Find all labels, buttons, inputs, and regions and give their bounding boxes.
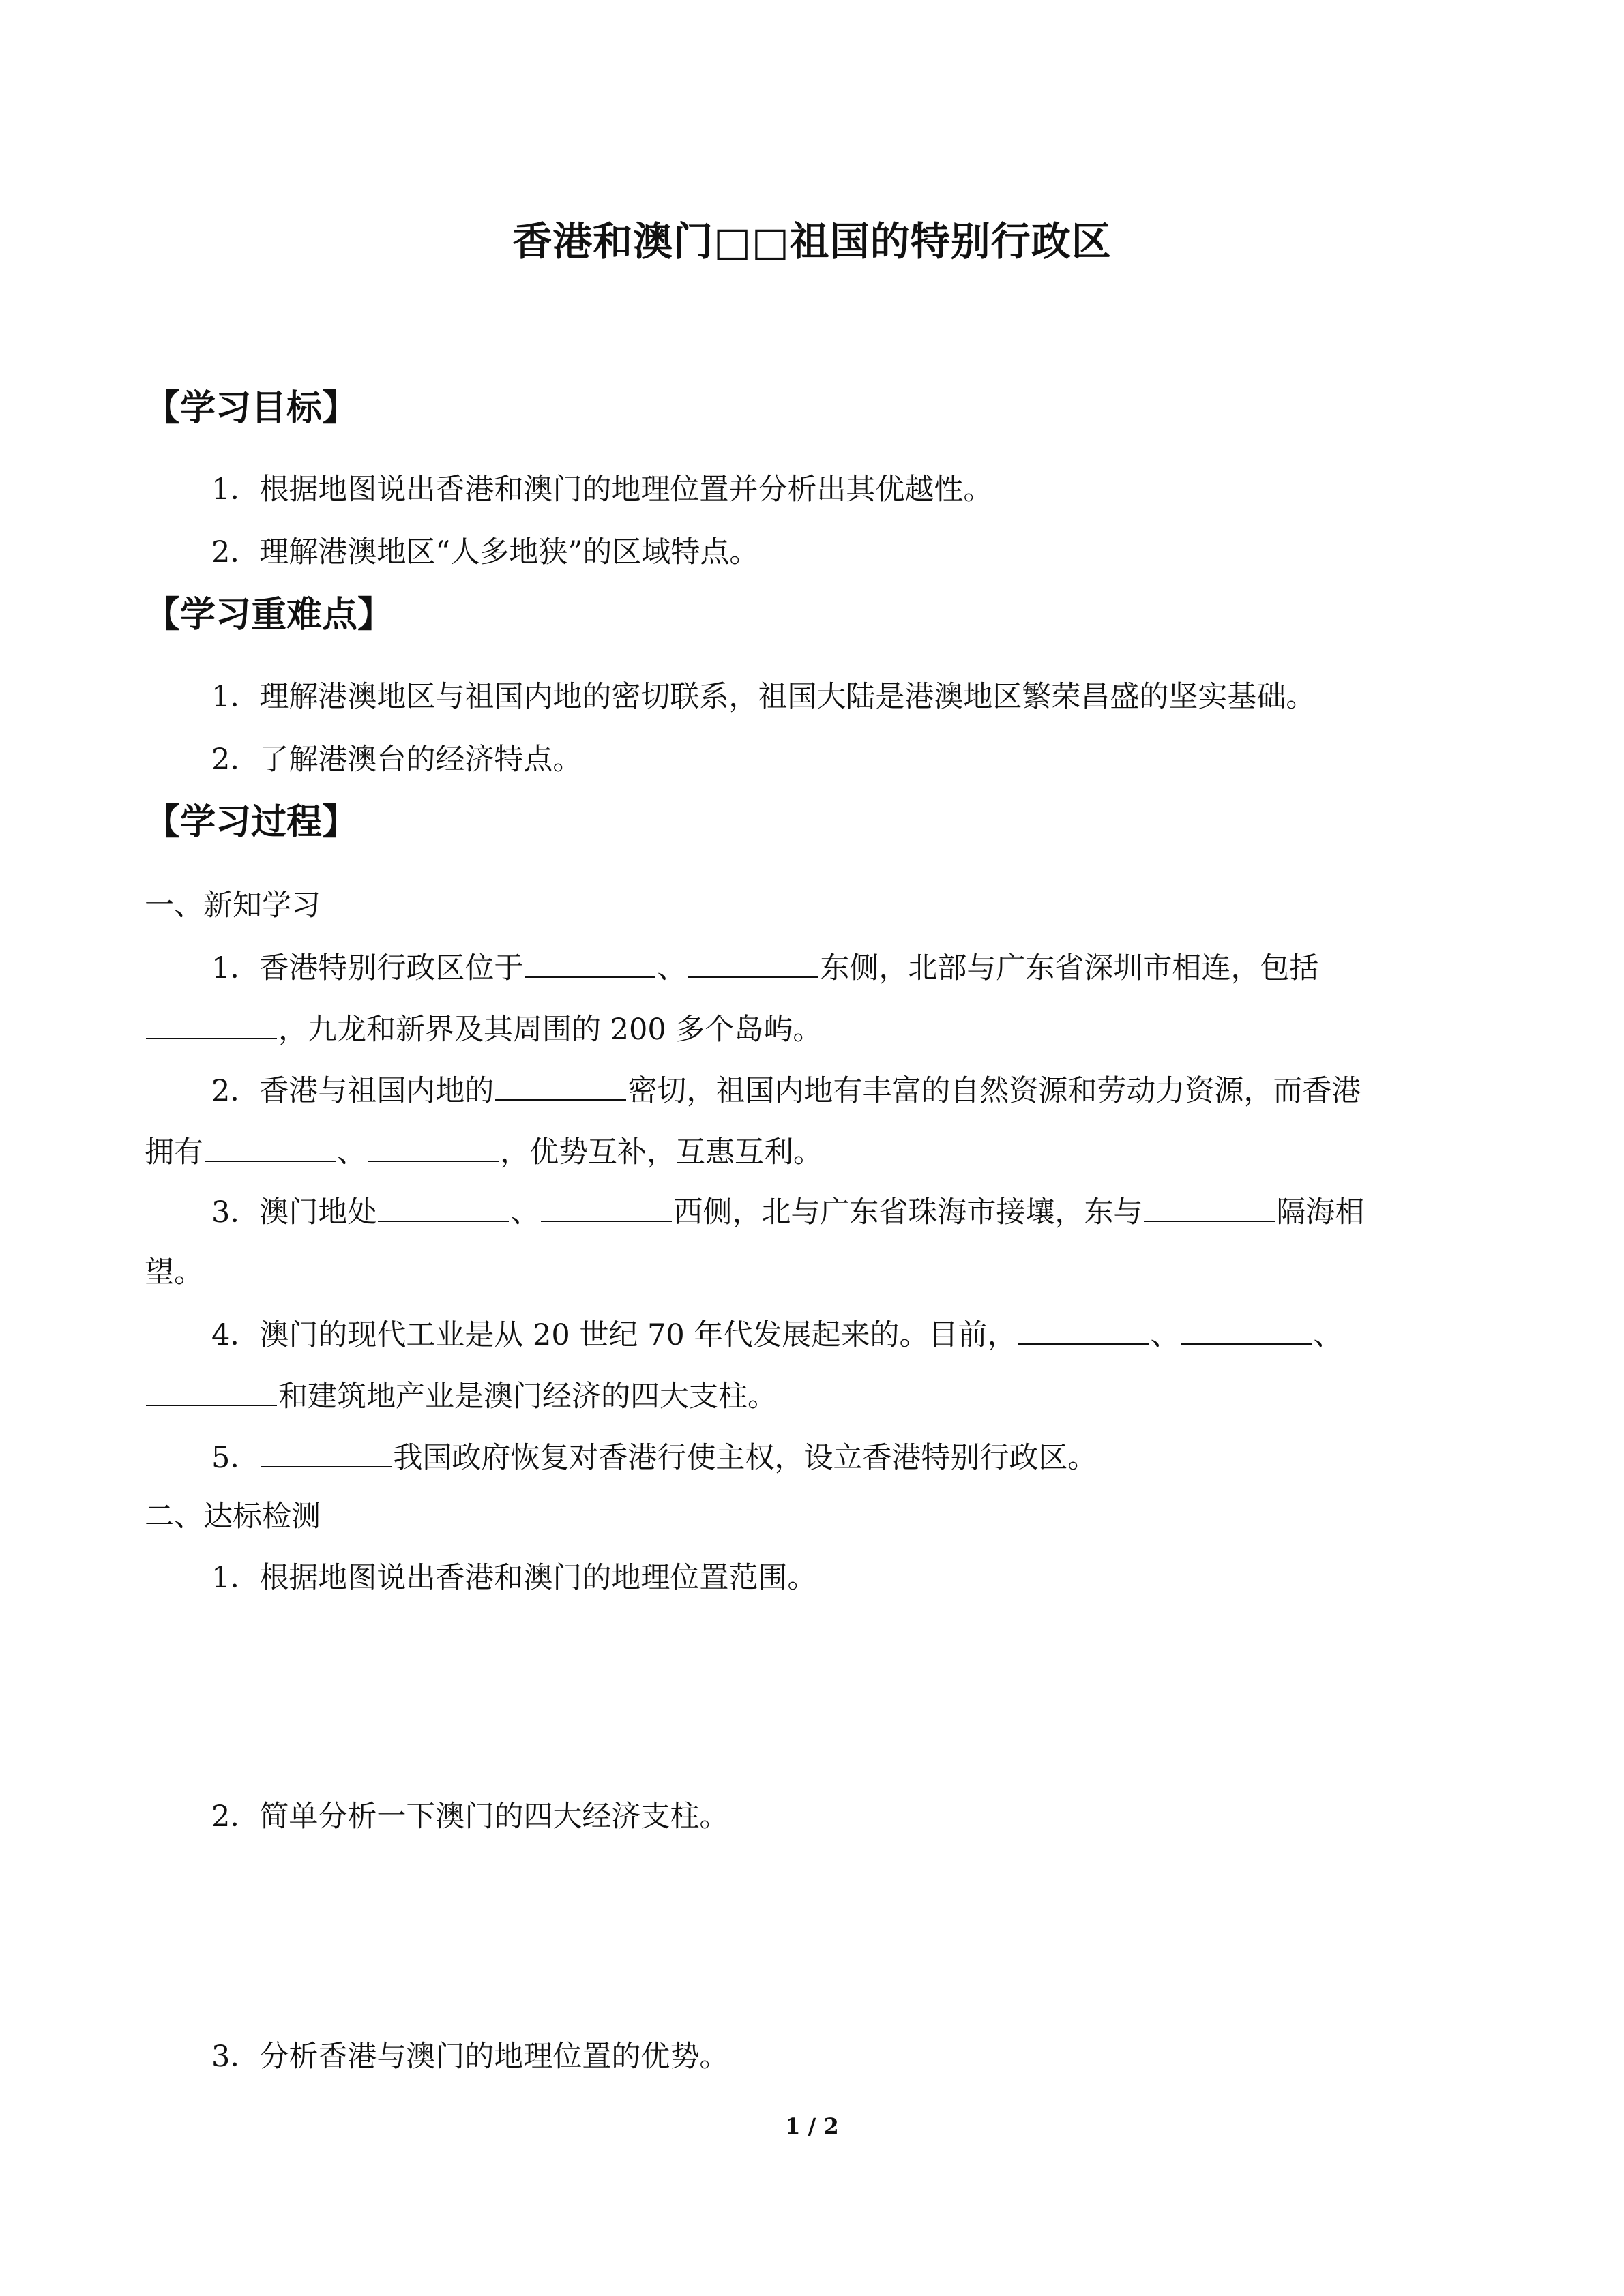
answer-blank[interactable] <box>368 1131 499 1162</box>
answer-blank[interactable] <box>146 1008 277 1039</box>
question-text: 1．香港特别行政区位于 <box>211 951 524 985</box>
question-text: 、 <box>1150 1318 1180 1352</box>
answer-blank[interactable] <box>541 1191 672 1222</box>
question-text: ，优势互补，互惠互利。 <box>500 1135 823 1169</box>
question-text: 、 <box>337 1135 366 1169</box>
fill-question-3-line-2 <box>145 1252 203 1293</box>
question-text: 隔海相 <box>1276 1195 1365 1229</box>
fill-question-2-line-2 <box>145 1131 823 1173</box>
key-point-item-1: 1．理解港澳地区与祖国内地的密切联系，祖国大陆是港澳地区繁荣昌盛的坚实基础。 <box>211 680 1316 714</box>
question-text: 5． <box>211 1441 260 1475</box>
question-text: 我国政府恢复对香港行使主权，设立香港特别行政区。 <box>393 1441 1097 1475</box>
answer-blank[interactable] <box>525 946 655 978</box>
page-number: 1 / 2 <box>785 2113 839 2139</box>
question-text: 拥有 <box>145 1135 203 1169</box>
answer-blank[interactable] <box>1181 1313 1312 1345</box>
fill-question-1-line-2 <box>145 1008 822 1050</box>
page-title: 香港和澳门□□祖国的特别行政区 <box>512 218 1112 265</box>
question-text: 望。 <box>145 1255 203 1289</box>
answer-blank[interactable] <box>146 1375 277 1406</box>
section-heading-goals: 【学习目标】 <box>145 388 358 429</box>
fill-question-4-line-2 <box>145 1375 777 1417</box>
fill-question-5 <box>211 1436 1097 1478</box>
question-text: 、 <box>510 1195 540 1229</box>
question-text: 4．澳门的现代工业是从 20 世纪 70 年代发展起来的。目前， <box>211 1318 1017 1352</box>
answer-blank[interactable] <box>205 1131 336 1162</box>
question-text: ，九龙和新界及其周围的 200 多个岛屿。 <box>278 1013 823 1047</box>
section-heading-process: 【学习过程】 <box>145 802 358 843</box>
answer-blank[interactable] <box>261 1436 392 1467</box>
question-text: 西侧，北与广东省珠海市接壤，东与 <box>673 1195 1143 1229</box>
fill-question-3-line-1 <box>211 1191 1364 1233</box>
answer-blank[interactable] <box>688 946 818 978</box>
answer-blank[interactable] <box>1144 1191 1275 1222</box>
question-text: 和建筑地产业是澳门经济的四大支柱。 <box>278 1380 777 1414</box>
fill-question-1-line-1 <box>211 946 1318 989</box>
goal-item-1: 1．根据地图说出香港和澳门的地理位置并分析出其优越性。 <box>211 473 993 507</box>
question-text: 3．澳门地处 <box>211 1195 377 1229</box>
part1-heading: 一、新知学习 <box>145 889 321 923</box>
answer-blank[interactable] <box>495 1069 626 1101</box>
question-text: 东侧，北部与广东省深圳市相连，包括 <box>820 951 1319 985</box>
answer-blank[interactable] <box>1018 1313 1149 1345</box>
fill-question-2-line-1 <box>211 1069 1361 1112</box>
part2-heading: 二、达标检测 <box>145 1500 321 1534</box>
practice-question-1: 1．根据地图说出香港和澳门的地理位置范围。 <box>211 1561 817 1595</box>
section-heading-key-points: 【学习重难点】 <box>145 595 394 636</box>
goal-item-2: 2．理解港澳地区“人多地狭”的区域特点。 <box>211 535 759 569</box>
key-point-item-2: 2．了解港澳台的经济特点。 <box>211 743 582 777</box>
question-text: 密切，祖国内地有丰富的自然资源和劳动力资源，而香港 <box>628 1074 1361 1108</box>
question-text: 、 <box>657 951 687 985</box>
practice-question-3: 3．分析香港与澳门的地理位置的优势。 <box>211 2040 729 2074</box>
question-text: 2．香港与祖国内地的 <box>211 1074 494 1108</box>
answer-blank[interactable] <box>378 1191 509 1222</box>
practice-question-2: 2．简单分析一下澳门的四大经济支柱。 <box>211 1800 729 1834</box>
fill-question-4-line-1 <box>211 1313 1342 1356</box>
question-text: 、 <box>1313 1318 1343 1352</box>
